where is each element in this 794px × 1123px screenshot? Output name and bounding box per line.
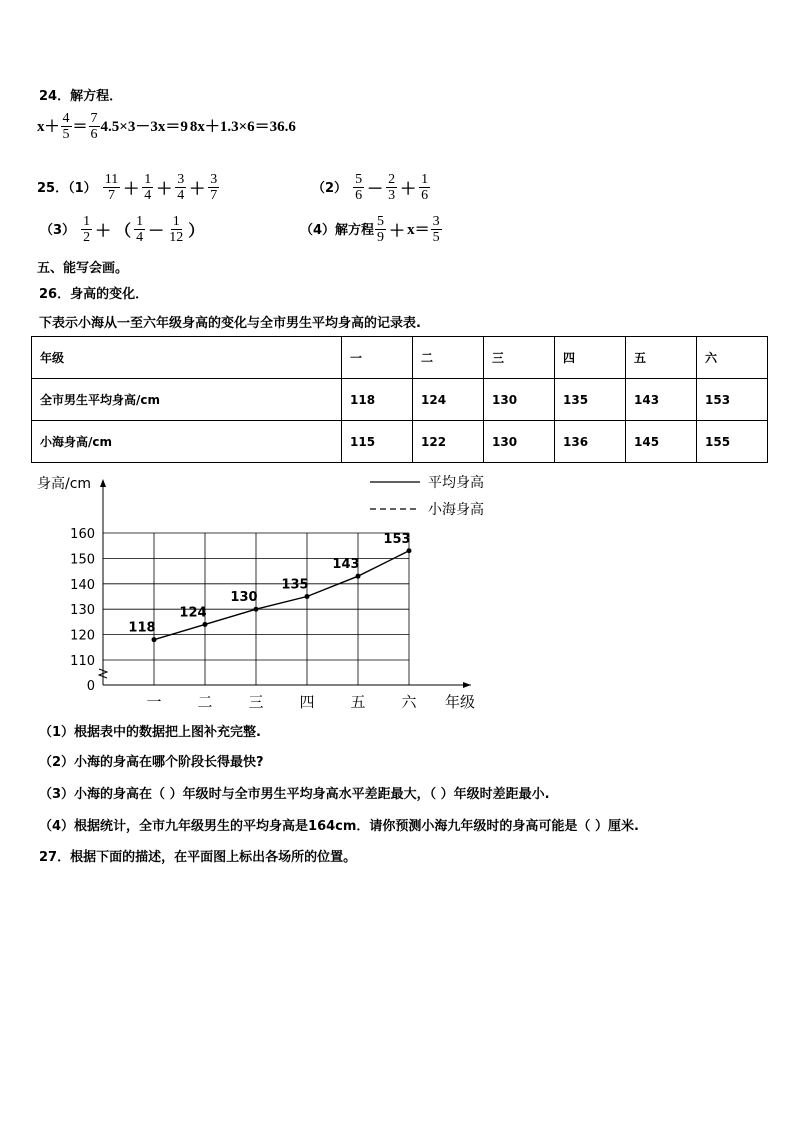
data-label: 118 xyxy=(128,620,156,636)
y-tick-label: 110 xyxy=(70,654,95,669)
section-title: 五、能写会画。 xyxy=(37,261,129,276)
table-header-row xyxy=(32,337,768,379)
x-tick-label: 三 xyxy=(248,693,264,711)
data-point xyxy=(356,574,361,579)
table-cell: 六 xyxy=(697,337,768,379)
legend-label: 小海身高 xyxy=(428,502,484,518)
table-cell: 118 xyxy=(342,379,413,421)
x-tick-label: 一 xyxy=(146,693,162,711)
q25-part4: （4）解方程 $\frac{5}{9}$ ＋ x＝ $\frac{3}{5}$ xyxy=(300,214,440,245)
chart-legend xyxy=(370,474,484,518)
data-point xyxy=(152,637,157,642)
data-label: 135 xyxy=(281,577,309,593)
q26-intro: 下表示小海从一至六年级身高的变化与全市男生平均身高的记录表. xyxy=(39,316,421,331)
table-cell: 年级 xyxy=(32,337,342,379)
table-cell: 124 xyxy=(413,379,484,421)
q25-part2: （2） $\frac{5}{6}$ － $\frac{2}{3}$ ＋ $\frac{1}{6}$ xyxy=(312,172,429,203)
table-cell: 153 xyxy=(697,379,768,421)
q24-equations xyxy=(37,111,296,142)
eq2: 4.5×3－3x＝9 xyxy=(100,119,188,135)
q26-title: 26．身高的变化． xyxy=(39,287,149,302)
y-tick-label: 150 xyxy=(70,552,95,568)
y-tick-label: 160 xyxy=(70,527,95,542)
q24-title: 24．解方程． xyxy=(39,89,123,104)
frac: $\frac{4}{5}$ xyxy=(62,111,70,142)
x-tick-label: 四 xyxy=(299,693,315,711)
data-label: 153 xyxy=(383,531,411,547)
table-cell: 143 xyxy=(626,379,697,421)
y-tick-label: 120 xyxy=(70,628,95,644)
y-tick-label: 130 xyxy=(70,603,95,619)
table-cell: 136 xyxy=(555,421,626,463)
table-cell: 一 xyxy=(342,337,413,379)
q27-title: 27．根据下面的描述，在平面图上标出各场所的位置。 xyxy=(39,850,357,865)
height-line-chart xyxy=(0,465,520,715)
table-cell: 三 xyxy=(484,337,555,379)
height-table xyxy=(31,336,768,463)
q25-label: 25．（1） xyxy=(37,181,97,196)
eq1-lhs: x＋ xyxy=(37,119,60,135)
table-cell: 135 xyxy=(555,379,626,421)
table-cell: 五 xyxy=(626,337,697,379)
table-row xyxy=(32,379,768,421)
x-axis-label: 年级 xyxy=(445,693,476,711)
data-point xyxy=(203,622,208,627)
q26-question-1: （1）根据表中的数据把上图补充完整. xyxy=(39,725,261,740)
y-tick-label: 140 xyxy=(70,577,95,593)
x-axis-arrow xyxy=(463,682,471,688)
eq1-equals: ＝ xyxy=(72,119,88,135)
axis-break xyxy=(99,669,107,678)
table-cell: 122 xyxy=(413,421,484,463)
q25-part3: （3） $\frac{1}{2}$ ＋ （ $\frac{1}{4}$ － $\frac{1}{12}$ ） xyxy=(40,214,205,245)
q25-part1: 25．（1） $\frac{11}{7}$ ＋ $\frac{1}{4}$ ＋ $\frac{3}{4}$ ＋ $\frac{3}{7}$ xyxy=(37,172,218,203)
table-cell: 全市男生平均身高/cm xyxy=(32,379,342,421)
frac: $\frac{7}{6}$ xyxy=(90,111,98,142)
y-tick-label: 0 xyxy=(86,679,95,694)
table-cell: 小海身高/cm xyxy=(32,421,342,463)
table-cell: 四 xyxy=(555,337,626,379)
table-cell: 二 xyxy=(413,337,484,379)
x-tick-label: 五 xyxy=(350,693,366,711)
chart-marks xyxy=(128,532,411,642)
y-axis-label: 身高/cm xyxy=(37,476,92,492)
y-axis-arrow xyxy=(100,479,106,487)
data-point xyxy=(254,607,259,612)
series-line xyxy=(154,551,409,640)
data-point xyxy=(305,594,310,599)
q26-question-4: （4）根据统计，全市九年级男生的平均身高是164cm．请你预测小海九年级时的身高可能是（ ）厘米. xyxy=(39,819,639,834)
eq3: 8x＋1.3×6＝36.6 xyxy=(189,119,296,135)
data-label: 130 xyxy=(230,590,258,606)
q26-question-3: （3）小海的身高在（ ）年级时与全市男生平均身高水平差距最大，（ ）年级时差距最小. xyxy=(39,787,550,802)
x-tick-label: 二 xyxy=(197,693,213,711)
table-cell: 130 xyxy=(484,379,555,421)
x-tick-label: 六 xyxy=(401,693,417,711)
data-label: 124 xyxy=(179,605,207,621)
legend-label: 平均身高 xyxy=(428,475,484,491)
data-label: 143 xyxy=(332,557,360,573)
data-point xyxy=(407,548,412,553)
table-cell: 145 xyxy=(626,421,697,463)
table-cell: 155 xyxy=(697,421,768,463)
table-row xyxy=(32,421,768,463)
q26-question-2: （2）小海的身高在哪个阶段长得最快? xyxy=(39,755,264,770)
table-cell: 115 xyxy=(342,421,413,463)
table-cell: 130 xyxy=(484,421,555,463)
